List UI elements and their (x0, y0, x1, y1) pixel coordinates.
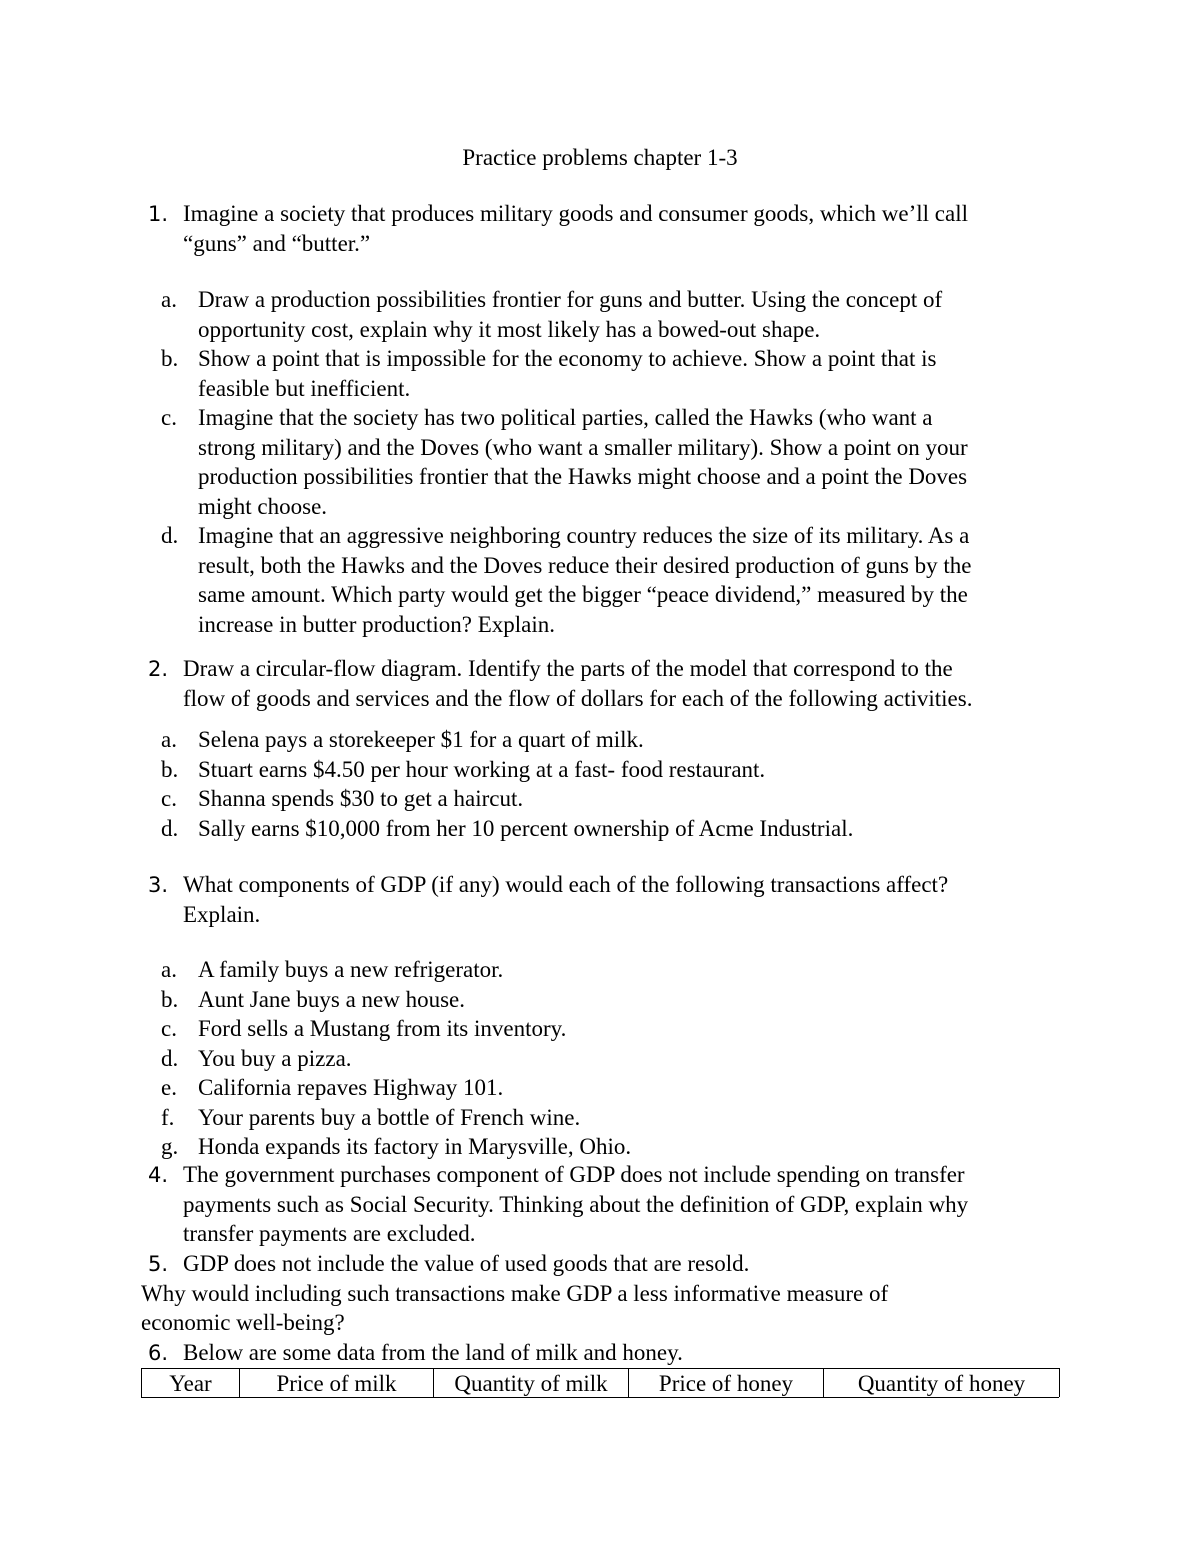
question-number: 4. (148, 1163, 169, 1187)
part-text-line: Stuart earns $4.50 per hour working at a fast- food restaurant. (198, 756, 766, 782)
table-header-year: Year (142, 1369, 240, 1398)
question-text-line: Draw a circular-flow diagram. Identify the parts of the model that correspond to the (183, 656, 953, 681)
question-number: 6. (148, 1341, 169, 1365)
part-text-line: A family buys a new refrigerator. (198, 957, 504, 982)
table-bottom-rule (141, 1397, 1059, 1398)
part-letter: c. (161, 405, 177, 430)
table-header-quantity-of-honey: Quantity of honey (824, 1369, 1060, 1398)
question-number: 2. (148, 657, 169, 681)
part-letter: f. (161, 1104, 175, 1130)
question-text-line: Explain. (183, 901, 261, 927)
part-text-line: You buy a pizza. (198, 1045, 352, 1071)
table-header-price-of-milk: Price of milk (240, 1369, 434, 1398)
part-text-line: feasible but inefficient. (198, 375, 411, 401)
part-letter: e. (161, 1075, 177, 1100)
part-letter: d. (161, 1045, 179, 1071)
part-text-line: Honda expands its factory in Marysville, Ohio. (198, 1134, 632, 1159)
part-text-line: Your parents buy a bottle of French wine. (198, 1104, 581, 1130)
part-letter: d. (161, 523, 179, 548)
question-text-line: payments such as Social Security. Thinking about the definition of GDP, explain why (183, 1191, 969, 1217)
part-letter: b. (161, 756, 179, 782)
question-continuation-line: Why would including such transactions make GDP a less informative measure of (141, 1280, 889, 1306)
part-text-line: same amount. Which party would get the bigger “peace dividend,” measured by the (198, 582, 968, 607)
part-text-line: Aunt Jane buys a new house. (198, 986, 466, 1012)
part-text-line: Selena pays a storekeeper $1 for a quart of milk. (198, 727, 644, 752)
question-text-line: Imagine a society that produces military goods and consumer goods, which we’ll call (183, 201, 968, 226)
part-letter: c. (161, 786, 177, 811)
question-number: 5. (148, 1252, 169, 1276)
part-text-line: Show a point that is impossible for the economy to achieve. Show a point that is (198, 346, 937, 371)
part-text-line: Shanna spends $30 to get a haircut. (198, 786, 524, 811)
question-number: 1. (148, 202, 169, 226)
part-text-line: increase in butter production? Explain. (198, 611, 556, 637)
part-letter: c. (161, 1016, 177, 1041)
part-letter: a. (161, 727, 177, 752)
part-letter: a. (161, 287, 177, 312)
question-text-line: The government purchases component of GDP does not include spending on transfer (183, 1162, 965, 1187)
table-header-quantity-of-milk: Quantity of milk (434, 1369, 629, 1398)
part-letter: g. (161, 1134, 179, 1159)
question-continuation-line: economic well-being? (141, 1310, 345, 1335)
part-text-line: result, both the Hawks and the Doves reduce their desired production of guns by the (198, 552, 972, 578)
part-text-line: Imagine that the society has two political parties, called the Hawks (who want a (198, 405, 933, 430)
table-header-price-of-honey: Price of honey (629, 1369, 824, 1398)
page-title: Practice problems chapter 1-3 (462, 145, 738, 170)
question-text-line: “guns” and “butter.” (183, 230, 371, 256)
table-header-row (142, 1369, 1060, 1398)
part-letter: b. (161, 986, 179, 1012)
part-text-line: Sally earns $10,000 from her 10 percent ownership of Acme Industrial. (198, 815, 854, 841)
data-table (141, 1368, 1060, 1397)
question-text-line: transfer payments are excluded. (183, 1221, 476, 1246)
part-text-line: strong military) and the Doves (who want a smaller military). Show a point on your (198, 434, 968, 460)
part-text-line: opportunity cost, explain why it most likely has a bowed-out shape. (198, 316, 821, 342)
part-text-line: California repaves Highway 101. (198, 1075, 504, 1100)
part-text-line: might choose. (198, 493, 328, 519)
part-text-line: Imagine that an aggressive neighboring country reduces the size of its military. As a (198, 523, 970, 548)
question-text-line: Below are some data from the land of milk and honey. (183, 1340, 683, 1365)
part-text-line: production possibilities frontier that the Hawks might choose and a point the Doves (198, 464, 968, 489)
part-letter: a. (161, 957, 177, 982)
question-text-line: What components of GDP (if any) would each of the following transactions affect? (183, 872, 949, 897)
part-letter: b. (161, 346, 179, 371)
question-text-line: flow of goods and services and the flow of dollars for each of the following activities. (183, 685, 973, 711)
part-text-line: Draw a production possibilities frontier for guns and butter. Using the concept of (198, 287, 943, 312)
part-text-line: Ford sells a Mustang from its inventory. (198, 1016, 567, 1041)
part-letter: d. (161, 815, 179, 841)
question-number: 3. (148, 873, 169, 897)
question-text-line: GDP does not include the value of used goods that are resold. (183, 1251, 750, 1276)
